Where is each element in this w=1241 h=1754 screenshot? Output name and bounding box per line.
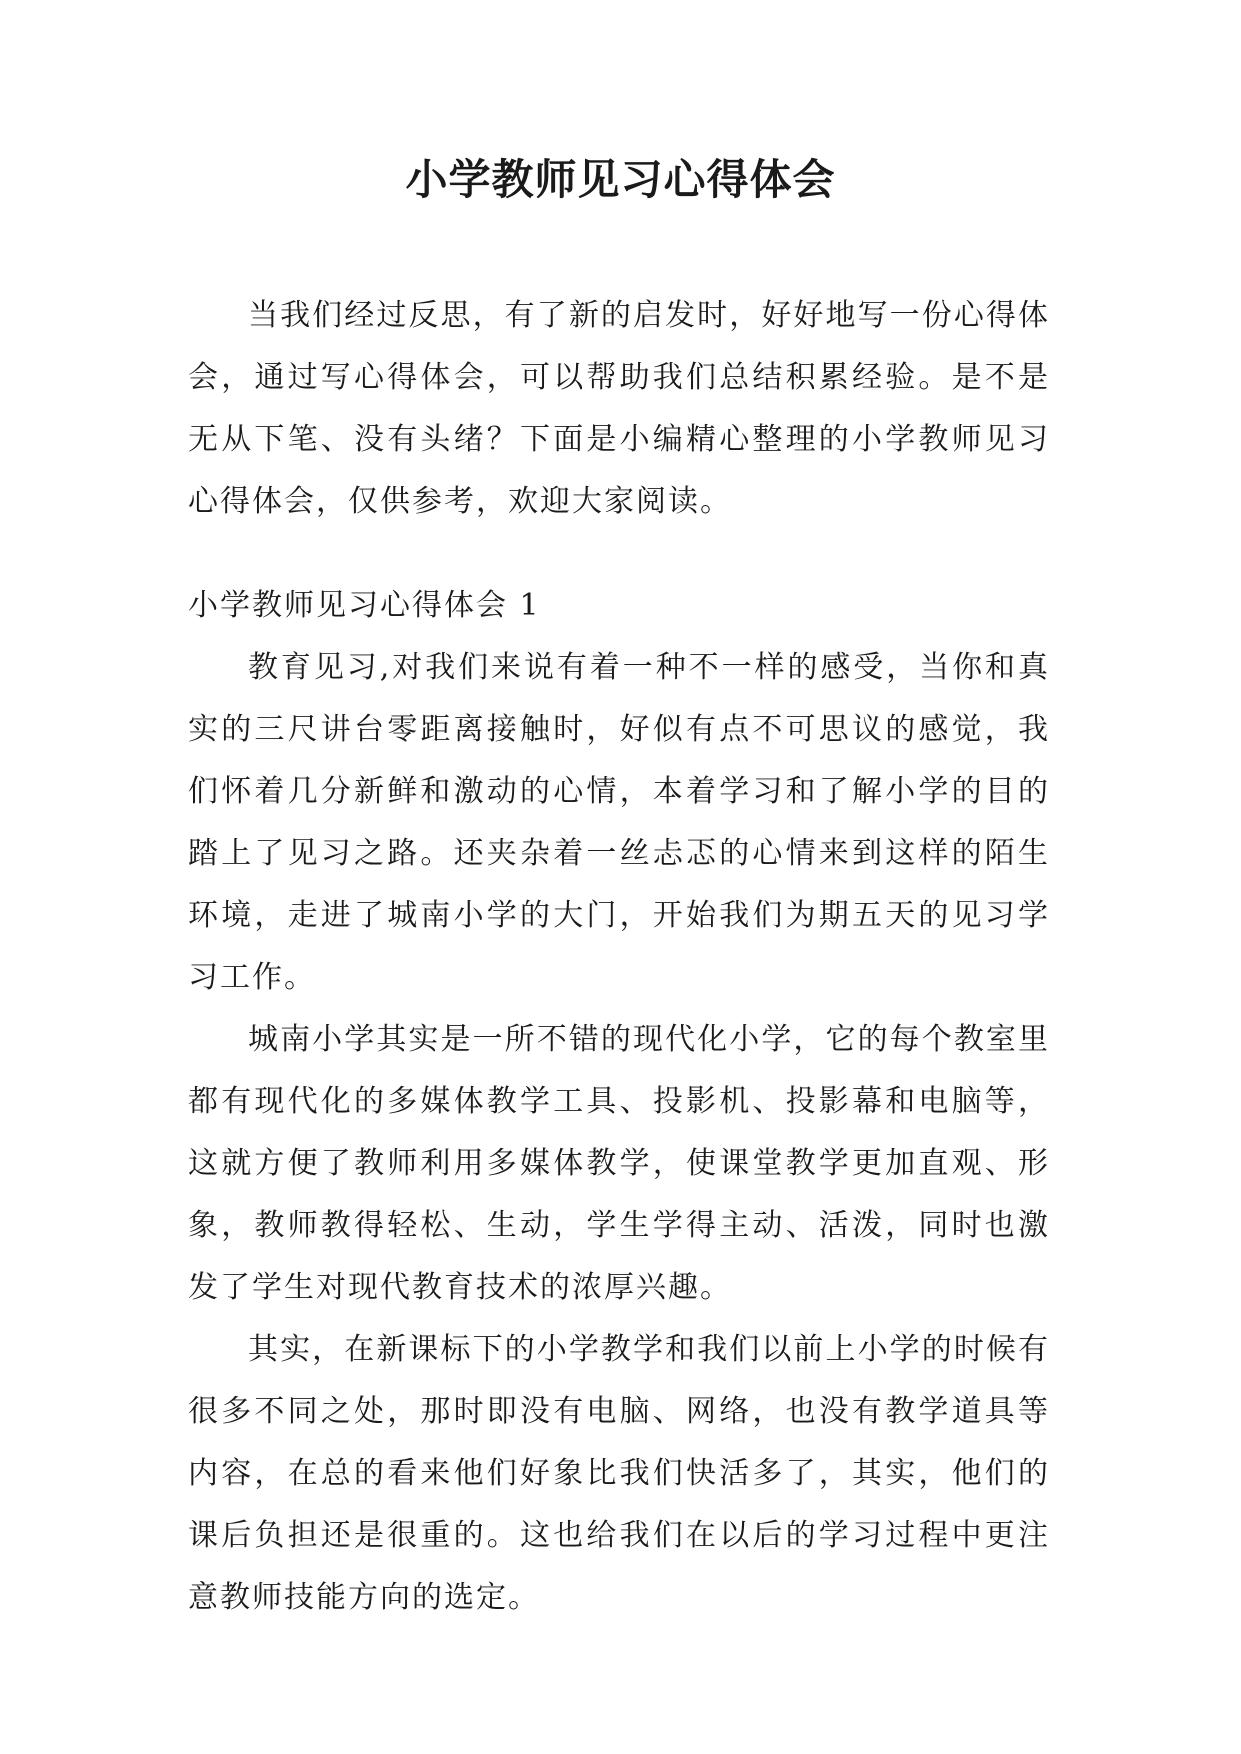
- section-heading: 小学教师见习心得体会 1: [188, 588, 541, 623]
- document-body: [188, 285, 1050, 1629]
- intro-paragraph: 当我们经过反思，有了新的启发时，好好地写一份心得体会，通过写心得体会，可以帮助我们总结积累经验。是不是无从下笔、没有头绪？下面是小编精心整理的小学教师见习心得体会，仅供参考，欢迎大家阅读。: [188, 298, 1050, 519]
- document-title: 小学教师见习心得体会: [405, 155, 836, 204]
- body-paragraph-1: 教育见习,对我们来说有着一种不一样的感受，当你和真实的三尺讲台零距离接触时，好似有点不可思议的感觉，我们怀着几分新鲜和激动的心情，本着学习和了解小学的目的踏上了见习之路。还夹杂着一丝忐忑的心情来到这样的陌生环境，走进了城南小学的大门，开始我们为期五天的见习学习工作。: [188, 650, 1050, 995]
- body-paragraph-2: 城南小学其实是一所不错的现代化小学，它的每个教室里都有现代化的多媒体教学工具、投影机、投影幕和电脑等，这就方便了教师利用多媒体教学，使课堂教学更加直观、形象，教师教得轻松、生动，学生学得主动、活泼，同时也激发了学生对现代教育技术的浓厚兴趣。: [188, 1022, 1050, 1305]
- body-paragraph-3: 其实，在新课标下的小学教学和我们以前上小学的时候有很多不同之处，那时即没有电脑、网络，也没有教学道具等内容，在总的看来他们好象比我们快活多了，其实，他们的课后负担还是很重的。这也给我们在以后的学习过程中更注意教师技能方向的选定。: [188, 1332, 1050, 1615]
